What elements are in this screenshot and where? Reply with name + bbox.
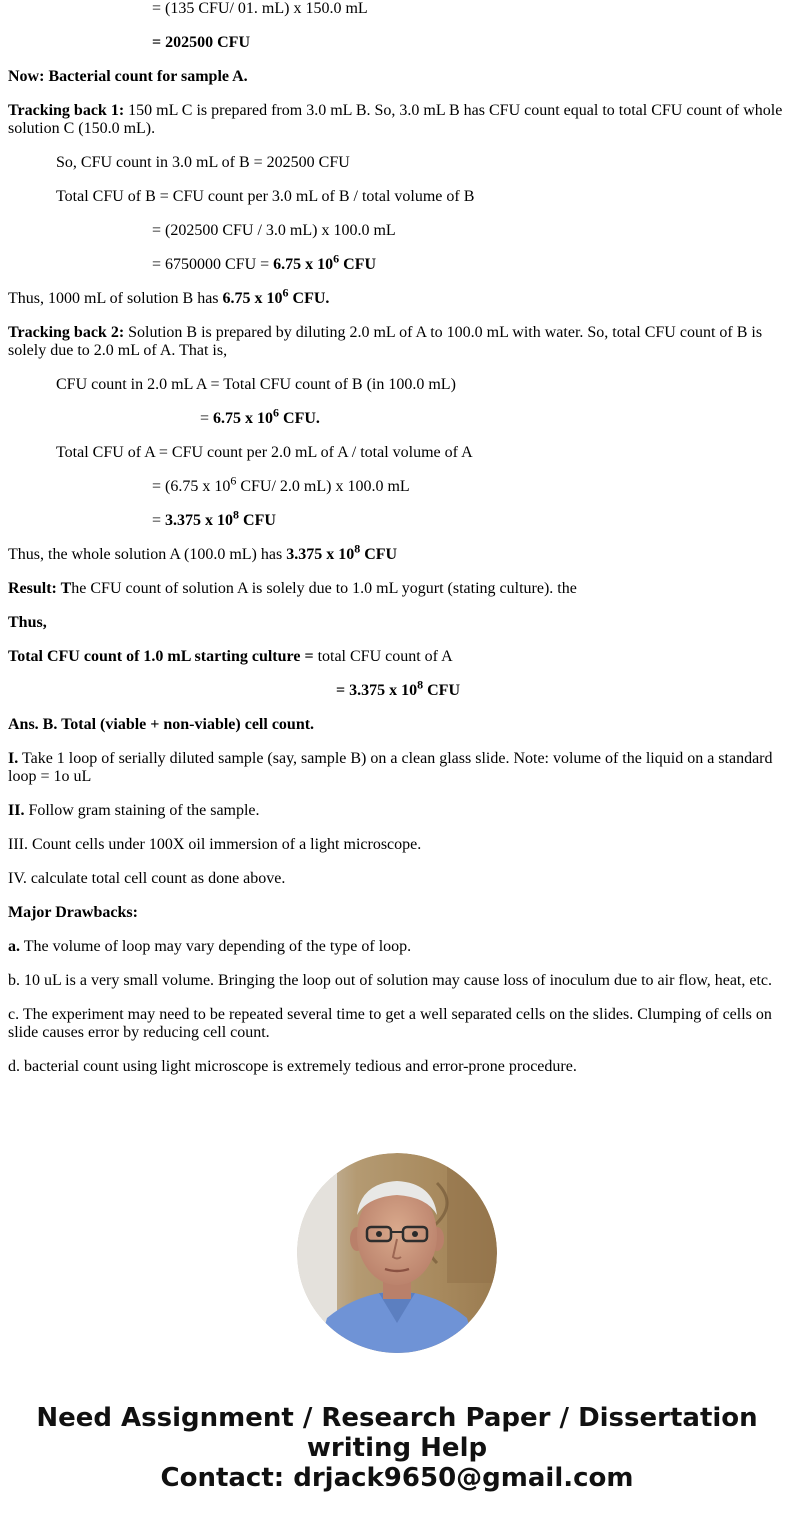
drawback-d: d. bacterial count using light microscope is extremely tedious and error-prone procedure.	[8, 1058, 577, 1075]
drawback-b: b. 10 uL is a very small volume. Bringing the loop out of solution may cause loss of inoculum due to air flow, heat, etc.	[8, 972, 773, 989]
tracking-back-1-paragraph	[8, 102, 788, 138]
track2-thus	[8, 541, 788, 564]
tracking-back-2-text: Solution B is prepared by diluting 2.0 mL of A to 100.0 mL with water. So, total CFU count of B is solely due to 2.0 mL of A. That is,	[8, 324, 763, 359]
result-final-exp: 8	[417, 677, 424, 692]
track1-line-c: = (202500 CFU / 3.0 mL) x 100.0 mL	[152, 222, 396, 239]
track2-line-d-post: CFU/ 2.0 mL) x 100.0 mL	[236, 478, 410, 495]
document-body	[8, 0, 788, 1092]
result-text: he CFU count of solution A is solely due to 1.0 mL yogurt (stating culture). the	[71, 580, 577, 597]
ans-b-step-2-label: II.	[8, 802, 25, 819]
ans-b-step-4: IV. calculate total cell count as done above.	[8, 870, 286, 887]
drawback-a	[8, 938, 788, 956]
track1-line-d-exp: 6	[333, 251, 340, 266]
track1-thus-unit: CFU.	[288, 290, 330, 307]
track1-line-d-pre: = 6750000 CFU =	[152, 256, 274, 273]
result-final-value	[8, 677, 788, 700]
track1-thus-value	[222, 285, 330, 307]
promo-line-2: writing Help	[306, 1433, 488, 1463]
ans-b-heading-text: Ans. B. Total (viable + non-viable) cell count.	[8, 716, 315, 733]
author-avatar	[297, 1153, 497, 1353]
track1-thus-exp: 6	[282, 285, 289, 300]
result-thus	[8, 614, 788, 632]
author-portrait-image	[297, 1153, 497, 1353]
drawbacks-heading-text: Major Drawbacks:	[8, 904, 138, 921]
track2-line-e-base: 3.375 x 10	[165, 512, 234, 529]
track2-thus-base: 3.375 x 10	[286, 546, 355, 563]
track2-line-b-value	[213, 405, 320, 427]
drawback-a-text: The volume of loop may vary depending of the type of loop.	[20, 938, 412, 955]
track1-line-d-unit: CFU	[339, 256, 377, 273]
track2-line-d-exp: 6	[230, 473, 237, 488]
track1-thus	[8, 285, 788, 308]
result-final-bold	[335, 677, 460, 699]
section-heading-now	[8, 68, 788, 86]
tracking-back-2-paragraph	[8, 324, 788, 360]
ans-b-step-1-text: Take 1 loop of serially diluted sample (say, sample B) on a clean glass slide. Note: volume of the liquid on a standard loop = 1o uL	[8, 750, 773, 785]
result-paragraph	[8, 580, 788, 598]
track2-thus-value	[286, 541, 398, 563]
promo-banner	[0, 1403, 794, 1493]
track2-line-e-value	[165, 507, 276, 529]
calc-result-value: = 202500 CFU	[152, 34, 250, 51]
track2-line-c: Total CFU of A = CFU count per 2.0 mL of A / total volume of A	[56, 444, 473, 461]
result-total-text: total CFU count of A	[313, 648, 453, 665]
track1-line-a: So, CFU count in 3.0 mL of B = 202500 CFU	[56, 154, 350, 171]
ans-b-step-1	[8, 750, 788, 786]
track1-line-b: Total CFU of B = CFU count per 3.0 mL of B / total volume of B	[56, 188, 475, 205]
track2-line-e	[8, 507, 788, 530]
promo-contact[interactable]: Contact: drjack9650@gmail.com	[160, 1463, 634, 1493]
calc-result	[8, 34, 788, 52]
track1-line-d-base: 6.75 x 10	[273, 256, 334, 273]
result-final-base: = 3.375 x 10	[335, 682, 418, 699]
calc-line: = (135 CFU/ 01. mL) x 150.0 mL	[152, 0, 368, 17]
drawbacks-heading	[8, 904, 788, 922]
result-total-label: Total CFU count of 1.0 mL starting culture =	[8, 648, 314, 665]
track1-thus-base: 6.75 x 10	[222, 290, 283, 307]
tracking-back-1-label: Tracking back 1:	[8, 102, 125, 119]
track1-thus-pre: Thus, 1000 mL of solution B has	[8, 290, 223, 307]
track2-line-b	[8, 405, 788, 428]
now-heading-text: Now: Bacterial count for sample A.	[8, 68, 248, 85]
drawback-a-label: a.	[8, 938, 20, 955]
track2-line-e-unit: CFU	[239, 512, 276, 529]
ans-b-step-3: III. Count cells under 100X oil immersion of a light microscope.	[8, 836, 422, 853]
track1-line-d-value	[273, 251, 377, 273]
tracking-back-2-label: Tracking back 2:	[8, 324, 125, 341]
track2-line-b-pre: =	[200, 410, 214, 427]
track2-line-e-pre: =	[152, 512, 166, 529]
result-final-unit: CFU	[423, 682, 460, 699]
track2-line-b-exp: 6	[273, 405, 280, 420]
ans-b-step-2-text: Follow gram staining of the sample.	[24, 802, 260, 819]
promo-line-1: Need Assignment / Research Paper / Dissertation	[36, 1403, 758, 1433]
track2-thus-pre: Thus, the whole solution A (100.0 mL) has	[8, 546, 287, 563]
ans-b-heading	[8, 716, 788, 734]
ans-b-step-1-label: I.	[8, 750, 19, 767]
track2-line-e-exp: 8	[233, 507, 240, 522]
result-total	[8, 648, 788, 666]
track1-line-d	[8, 251, 788, 274]
track2-line-b-base: 6.75 x 10	[213, 410, 274, 427]
track2-line-d-pre: = (6.75 x 10	[152, 478, 231, 495]
result-label: Result: T	[8, 580, 72, 597]
track2-line-b-unit: CFU.	[279, 410, 320, 427]
track2-line-a: CFU count in 2.0 mL A = Total CFU count of B (in 100.0 mL)	[56, 376, 456, 393]
drawback-c: c. The experiment may need to be repeated several time to get a well separated cells on the slides. Clumping of cells on slide causes error by reducing cell count.	[8, 1006, 772, 1041]
track2-thus-unit: CFU	[360, 546, 398, 563]
ans-b-step-2	[8, 802, 788, 820]
tracking-back-1-text: 150 mL C is prepared from 3.0 mL B. So, 3.0 mL B has CFU count equal to total CFU count of whole solution C (150.0 mL).	[8, 102, 783, 137]
track2-thus-exp: 8	[354, 541, 361, 556]
track2-line-d	[8, 473, 788, 496]
result-thus-text: Thus,	[8, 614, 47, 631]
